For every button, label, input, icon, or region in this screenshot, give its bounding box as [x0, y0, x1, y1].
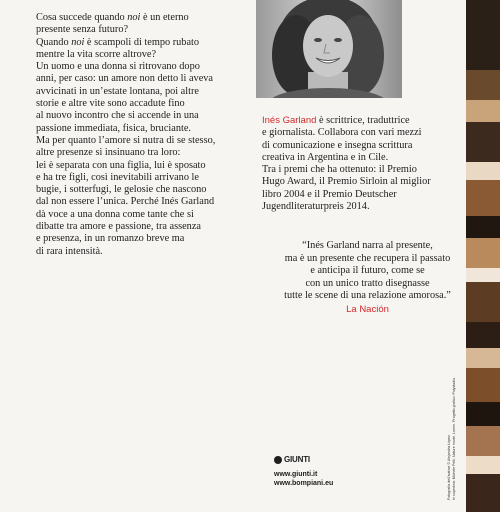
- bio-line: [262, 115, 462, 127]
- quote-line: con un unico tratto disegnasse: [305, 277, 430, 289]
- synopsis-line: bugie, i sotterfugi, le gelosie che nascono: [36, 184, 207, 196]
- bio-line: creativa in Argentina e in Cile.: [262, 151, 389, 163]
- website-link: www.giunti.it: [274, 471, 318, 478]
- synopsis-line: lei è separata con una figlia, lui è sposato: [36, 159, 206, 171]
- synopsis-line: Ma per quanto l’amore si nutra di se stesso,: [36, 134, 216, 146]
- synopsis-line: passione immediata, fisica, bruciante.: [36, 122, 191, 134]
- publisher-name: GIUNTI: [284, 455, 310, 464]
- bio-line: libro 2004 e il Premio Deutscher: [262, 188, 397, 200]
- synopsis-line: [36, 37, 251, 49]
- synopsis-line: dibatte tra amore e passione, tra assenza: [36, 221, 201, 233]
- synopsis-line: dà voce a una donna come tante che si: [36, 208, 194, 220]
- credit-line: In copertina: Michele Pelli, Nature morte, Lorem. Progetto grafico: Polystudio.: [452, 376, 456, 500]
- quote-line: “Inés Garland narra al presente,: [302, 240, 433, 251]
- quote-line: ma è un presente che recupera il passato: [284, 252, 451, 264]
- press-quote: [270, 240, 465, 316]
- synopsis-line: e ha tre figli, così inevitabili arrivano le: [36, 171, 199, 183]
- bio-text: è scrittrice, traduttrice: [316, 115, 410, 126]
- synopsis-emphasis: noi: [127, 12, 141, 23]
- author-portrait-image: [256, 0, 402, 98]
- synopsis-line: mentre la vita scorre altrove?: [36, 48, 157, 60]
- bio-line: e giornalista. Collabora con vari mezzi: [262, 127, 422, 139]
- synopsis-line: di rara intensità.: [36, 245, 103, 257]
- synopsis-text: Quando: [36, 36, 72, 48]
- publisher-logo: [274, 455, 310, 464]
- synopsis: [36, 12, 251, 258]
- synopsis-line: Un uomo e una donna si ritrovano dopo: [36, 61, 200, 73]
- bio-line: Hugo Award, il Premio Sirloin al miglior: [262, 176, 431, 188]
- quote-source: La Nación: [346, 303, 389, 315]
- credit-line: Fotografia dell’autrice © Alejandra López.: [447, 434, 451, 500]
- synopsis-text: è un eterno: [140, 12, 189, 23]
- author-bio: [262, 115, 462, 213]
- synopsis-line: storie e altre vite sono accadute fino: [36, 98, 185, 110]
- synopsis-text: Cosa succede quando: [36, 12, 128, 23]
- bio-line: di comunicazione e insegna scrittura: [262, 139, 413, 151]
- bio-line: Tra i premi che ha ottenuto: il Premio: [262, 164, 417, 176]
- quote-line: e anticipa il futuro, come se: [310, 265, 425, 276]
- bio-line: Jugendliteraturpreis 2014.: [262, 201, 370, 213]
- synopsis-text: è scampoli di tempo rubato: [84, 36, 200, 48]
- synopsis-line: anni, per caso: un amore non detto li aveva: [36, 73, 213, 85]
- author-photo: [256, 0, 402, 98]
- quote-line: tutte le scene di una relazione amorosa.”: [284, 290, 451, 301]
- synopsis-line: e presenza, in un romanzo breve ma: [36, 233, 185, 245]
- synopsis-line: altre presenze si insinuano tra loro:: [36, 147, 181, 159]
- cover-edge-stripes: [466, 0, 500, 512]
- website-link: www.bompiani.eu: [274, 480, 334, 487]
- synopsis-line: al nuovo incontro che si accende in una: [36, 110, 199, 122]
- synopsis-emphasis: noi: [71, 36, 85, 48]
- synopsis-line: [36, 12, 251, 24]
- synopsis-line: dal non essere l’unica. Perché Inés Garland: [36, 196, 215, 208]
- giunti-logo-icon: [274, 456, 282, 464]
- author-name: Inés Garland: [262, 115, 317, 126]
- synopsis-line: avvicinati in un’estate lontana, poi altre: [36, 85, 199, 97]
- publisher-websites: [274, 470, 333, 488]
- synopsis-line: presente senza futuro?: [36, 24, 129, 36]
